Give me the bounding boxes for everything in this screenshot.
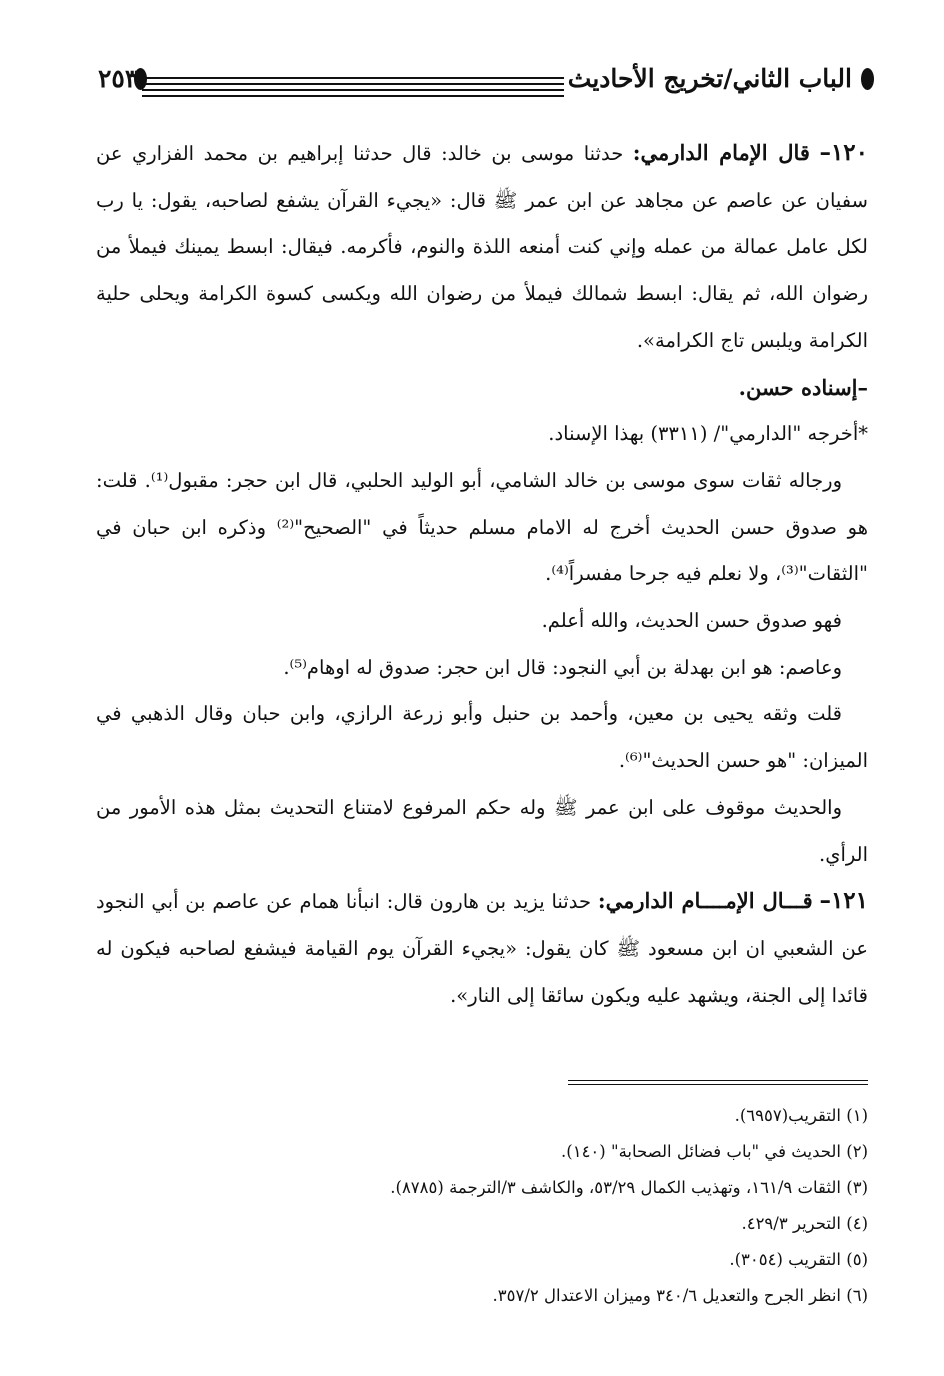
page-header: [90, 60, 880, 116]
verdict-paragraph: فهو صدوق حسن الحديث، والله أعلم.: [541, 609, 842, 633]
footnote: (٤) التحرير ٤٢٩/٣.: [741, 1214, 868, 1233]
tawthiq-paragraph: قلت وثقه يحيى بن معين، وأحمد بن حنبل وأبو زرعة الرازي، وابن حبان وقال الذهبي في الميزان: "هو حسن الحديث"⁽⁶⁾.: [96, 702, 868, 773]
header-ornament-rule: [142, 74, 564, 94]
hadith-heading: قال الإمام الدارمي:: [632, 140, 810, 165]
footnote-separator: [568, 1080, 868, 1088]
footnotes: [96, 1098, 868, 1314]
footnote: (٦) انظر الجرح والتعديل ٣٤٠/٦ وميزان الاعتدال ٣٥٧/٢.: [492, 1286, 868, 1305]
page-number: ٢٥٣: [98, 64, 139, 93]
isnad-grade: –إسناده حسن.: [738, 374, 868, 400]
hadith-number: ١٢٠–: [819, 139, 869, 166]
takhrij-line: *أخرجه "الدارمي"/ (٣٣١١) بهذا الإسناد.: [548, 422, 868, 446]
right-ornament-knob: [861, 68, 874, 90]
narrators-paragraph: ورجاله ثقات سوى موسى بن خالد الشامي، أبو الوليد الحلبي، قال ابن حجر: مقبول⁽¹⁾. قلت: هو صدوق حسن الحديث أخرج له الامام مسلم حديثاً في "الصحيح"⁽²⁾ وذكره ابن حبان في "الثقات"⁽³⁾، ولا نعلم فيه جرحا مفسراً⁽⁴⁾.: [96, 468, 868, 586]
footnote: (٣) الثقات ١٦١/٩، وتهذيب الكمال ٥٣/٢٩، والكاشف ٣/الترجمة (٨٧٨٥).: [390, 1178, 868, 1197]
hadith-text: حدثنا موسى بن خالد: قال حدثنا إبراهيم بن محمد الفزاري عن سفيان عن عاصم عن مجاهد عن ابن عمر ﷺ قال: «يجيء القرآن يشفع لصاحبه، يقول: يا رب لكل عامل عمالة من عمله وإني كنت أمنعه اللذة والنوم، فأكرمه. فيقال: ابسط يمينك فيملأ من رضوان الله، ثم يقال: ابسط شمالك فيملأ من رضوان الله ويكسى كسوة الكرامة ويحلى حلية الكرامة ويلبس تاج الكرامة».: [96, 142, 868, 352]
footnote: (٢) الحديث في "باب فضائل الصحابة" (١٤٠).: [561, 1142, 868, 1161]
hadith-120: [96, 130, 868, 365]
mawquf-paragraph: والحديث موقوف على ابن عمر ﷺ وله حكم المرفوع لامتناع التحديث بمثل هذه الأمور من الرأي.: [96, 795, 868, 866]
asim-paragraph: وعاصم: هو ابن بهدلة بن أبي النجود: قال ابن حجر: صدوق له اوهام⁽⁵⁾.: [283, 655, 842, 679]
footnote: (١) التقريب(٦٩٥٧).: [734, 1106, 868, 1125]
hadith-heading: قـــال الإمــــام الدارمي:: [597, 888, 813, 914]
main-text: [96, 130, 868, 1019]
chapter-title: الباب الثاني/تخريج الأحاديث: [567, 64, 852, 93]
footnote: (٥) التقريب (٣٠٥٤).: [729, 1250, 868, 1269]
hadith-121: [96, 878, 868, 1019]
hadith-number: ١٢١–: [819, 887, 869, 915]
hadith-text: حدثنا يزيد بن هارون قال: انبأنا همام عن عاصم بن أبي النجود عن الشعبي ان ابن مسعود ﷺ كان يقول: «يجيء القرآن يوم القيامة فيشفع لصاحبه فيكون له قائدا إلى الجنة، ويشهد عليه ويكون سائقا إلى النار».: [96, 890, 868, 1007]
